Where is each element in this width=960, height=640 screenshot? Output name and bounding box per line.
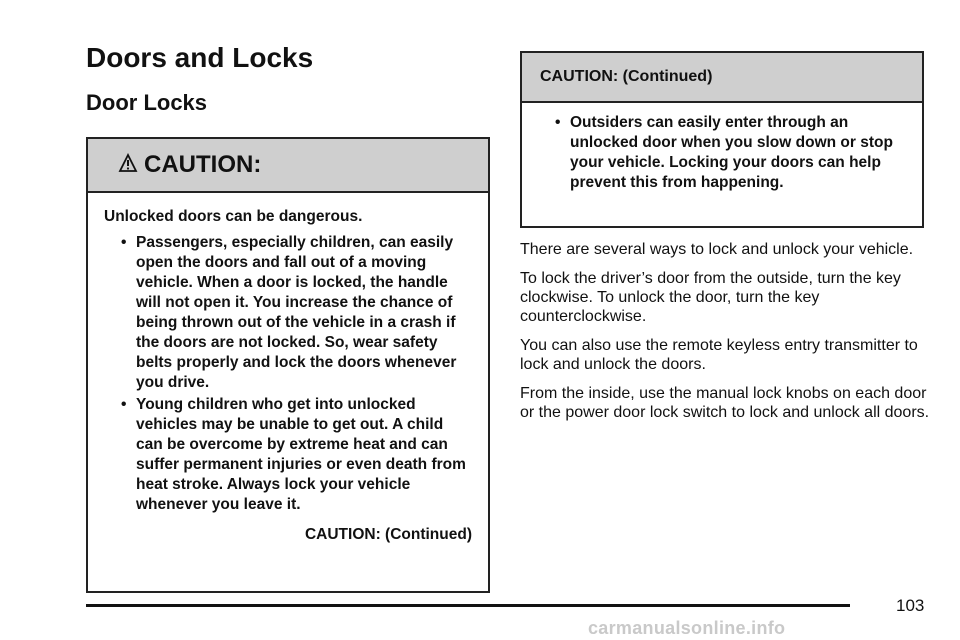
section-title: Door Locks [86,90,208,115]
bullet-text: Passengers, especially children, can easily open the doors and fall out of a moving vehicle. When a door is locked, the handle will not open it. You increase the chance of being thrown out of the vehicle in a crash if the doors are not locked. So, wear safety belts properly and lock the doors whenever you drive. [136,234,457,391]
caution-continued-box [520,51,924,228]
list-item [104,233,472,393]
caution-continued-bullets [538,113,906,193]
list-item [538,113,906,193]
bullet-icon: • [555,114,561,131]
bullet-icon: • [121,396,127,413]
paragraph: There are several ways to lock and unlock your vehicle. [520,241,914,258]
caution-continued-heading: CAUTION: (Continued) [540,68,713,85]
paragraph: To lock the driver’s door from the outside, turn the key clockwise. To unlock the door, turn the key counterclockwise. [520,270,901,325]
page-number: 103 [896,596,925,615]
caution-box [86,137,490,593]
caution-body [88,193,488,545]
page-title: Doors and Locks [86,42,314,73]
bullet-text: Young children who get into unlocked vehicles may be unable to get out. A child can be overcome by extreme heat and can suffer permanent injuries or even death from heat stroke. Always lock your vehicle whenever you leave it. [136,396,466,513]
caution-continued-header [522,53,922,103]
caution-continued-body [522,103,922,193]
list-item [104,395,472,515]
caution-header [88,139,488,193]
caution-intro: Unlocked doors can be dangerous. [104,208,363,225]
body-text [520,240,930,432]
watermark: carmanualsonline.info [588,618,786,638]
caution-bullets [104,233,472,515]
paragraph: From the inside, use the manual lock knobs on each door or the power door lock switch to lock and unlock all doors. [520,385,930,421]
footer-rule [86,604,850,607]
bullet-text: Outsiders can easily enter through an unlocked door when you slow down or stop your vehicle. Locking your doors can help prevent this from happening. [570,114,893,191]
bullet-icon: • [121,234,127,251]
caution-continued-label: CAUTION: (Continued) [304,526,472,543]
caution-heading: CAUTION: [144,151,262,178]
caution-bracket-icon [118,153,138,177]
paragraph: You can also use the remote keyless entry transmitter to lock and unlock the doors. [520,337,918,373]
